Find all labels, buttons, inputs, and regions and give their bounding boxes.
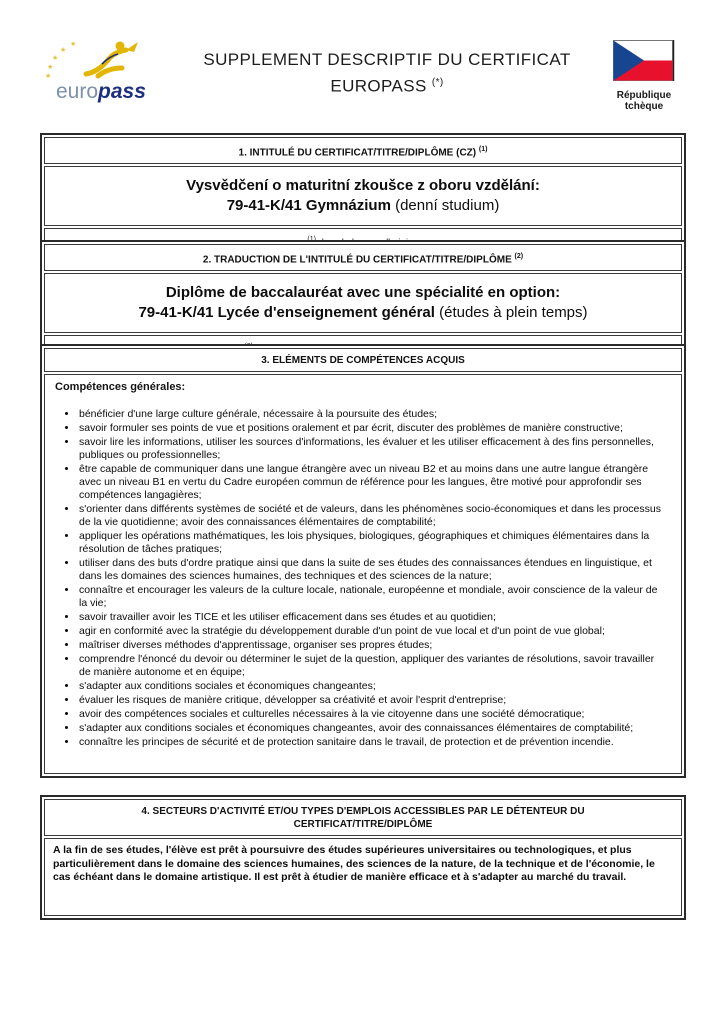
figure-head [116,42,125,51]
section-2-header-footnote-marker: (2) [514,253,524,260]
page-title [170,38,604,98]
section-4-employment [40,795,686,920]
section-4-body [44,838,682,916]
competence-item: • connaître les principes de sécurité et de protection sanitaire dans le travail, de protection et de prévention incendie. [78,736,667,749]
employment-description: A la fin de ses études, l'élève est prêt à poursuivre des études supérieures universitaires ou technologiques, et plus particulièrement dans le domaine des sciences humaines, des sciences de la nature, de la technique et de l'économie, le cas échéant dans le domaine artistique. Il est prêt à étudier de manière efficace et à s'adapter au marché du travail. [53,844,655,883]
page-header [42,38,684,112]
section-3-competences [40,344,686,778]
competence-item: • s'adapter aux conditions sociales et économiques changeantes, avoir des connaissances élémentaires de comptabilité; [78,722,667,735]
flag-caption-line2: tchèque [624,101,664,112]
section-2-header: 2. TRADUCTION DE L'INTITULÉ DU CERTIFICAT/TITRE/DIPLÔME $^{(2)}$ [44,244,682,271]
section-3-body [44,374,682,774]
section-4-header-line2: CERTIFICAT/TITRE/DIPLÔME [293,819,433,830]
czech-flag-icon [613,40,675,82]
svg-text:★: ★ [52,54,59,62]
section-1-header-footnote-marker: (1) [478,146,488,153]
logo-text-pass: pass [98,80,146,103]
logo-text-euro: euro [56,80,99,103]
section-2-body [44,273,682,333]
competence-item: • être capable de communiquer dans une langue étrangère avec un niveau B2 et au moins dans une autre langue étrangère avec un niveau B1 en vertu du Cadre européen commun de référence pour les langues, être motivé pour approfondir ses compétences langagières; [78,463,667,502]
competence-item: • maîtriser diverses méthodes d'apprentissage, organiser ses propres études; [78,639,667,652]
competence-item: • s'adapter aux conditions sociales et économiques changeantes; [78,680,667,693]
section-1-body [44,166,682,226]
title-footnote-marker: (*) [431,77,444,88]
competence-item: • savoir formuler ses points de vue et positions oralement et par écrit, discuter des problèmes de manière constructive; [78,422,667,435]
flag-caption-line1: République [616,90,672,101]
certificate-title-cz-line1: Vysvědčení o maturitní zkoušce z oboru vzdělání: [186,177,540,195]
competence-item: • savoir lire les informations, utiliser les sources d'informations, les évaluer et les utiliser efficacement à des fins personnelles, publiques ou professionnelles; [78,436,667,462]
section-4-header [44,799,682,836]
competence-item: • bénéficier d'une large culture générale, nécessaire à la poursuite des études; [78,408,667,421]
section-4-header-line1: 4. SECTEURS D'ACTIVITÉ ET/OU TYPES D'EMPLOIS ACCESSIBLES PAR LE DÉTENTEUR DU [141,806,585,817]
section-1-header: 1. INTITULÉ DU CERTIFICAT/TITRE/DIPLÔME (CZ) $^{(1)}$ [44,137,682,164]
competence-item: • comprendre l'énoncé du devoir ou déterminer le sujet de la question, appliquer des variantes de résolutions, savoir travailler de manière autonome et en équipe; [78,653,667,679]
svg-text:★: ★ [60,46,67,54]
competence-item: • agir en conformité avec la stratégie du développement durable d'un point de vue local et d'un point de vue global; [78,625,667,638]
competences-list [55,408,671,749]
europass-wordmark [56,81,170,102]
country-flag-block [604,38,684,112]
flag-caption [604,90,684,112]
competences-subtitle: Compétences générales: [55,381,186,393]
competence-item: • connaître et encourager les valeurs de la culture locale, nationale, européenne et mondiale, avoir conscience de la valeur de la vie; [78,584,667,610]
svg-text:★: ★ [70,40,77,48]
competence-item: • savoir travailler avoir les TICE et les utiliser efficacement dans ses études et au quotidien; [78,611,667,624]
competence-item: • appliquer les opérations mathématiques, les lois physiques, biologiques, géographiques et chimiques élémentaires dans la résolution de tâches pratiques; [78,530,667,556]
page-title-line1: SUPPLEMENT DESCRIPTIF DU CERTIFICAT [203,50,571,69]
competence-item: • utiliser dans des buts d'ordre pratique ainsi que dans la suite de ses études des connaissances étendues en linguistique, et dans les domaines des sciences humaines, des techniques et des sciences de la nature; [78,557,667,583]
competence-item: • avoir des compétences sociales et culturelles nécessaires à la vie citoyenne dans une société démocratique; [78,708,667,721]
certificate-title-cz-line2: 79-41-K/41 Gymnázium (denní studium) [226,197,500,215]
page-title-line2: EUROPASS (*) [330,76,444,96]
europass-figure-icon [42,38,166,80]
competence-item: • évaluer les risques de manière critique, développer sa créativité et avoir l'esprit d'entreprise; [78,694,667,707]
svg-text:★: ★ [45,72,52,80]
svg-text:★: ★ [47,63,54,71]
section-3-header: 3. ELÉMENTS DE COMPÉTENCES ACQUIS [44,348,682,372]
europass-logo [42,38,170,102]
certificate-title-fr-line1: Diplôme de baccalauréat avec une spécialité en option: [165,284,561,302]
certificate-title-fr-line2: 79-41-K/41 Lycée d'enseignement général (études à plein temps) [138,304,588,322]
competence-item: • s'orienter dans différents systèmes de société et de valeurs, dans les phénomènes socio-économiques et dans les processus de la vie quotidienne; avoir des connaissances élémentaires de comptabilité; [78,503,667,529]
